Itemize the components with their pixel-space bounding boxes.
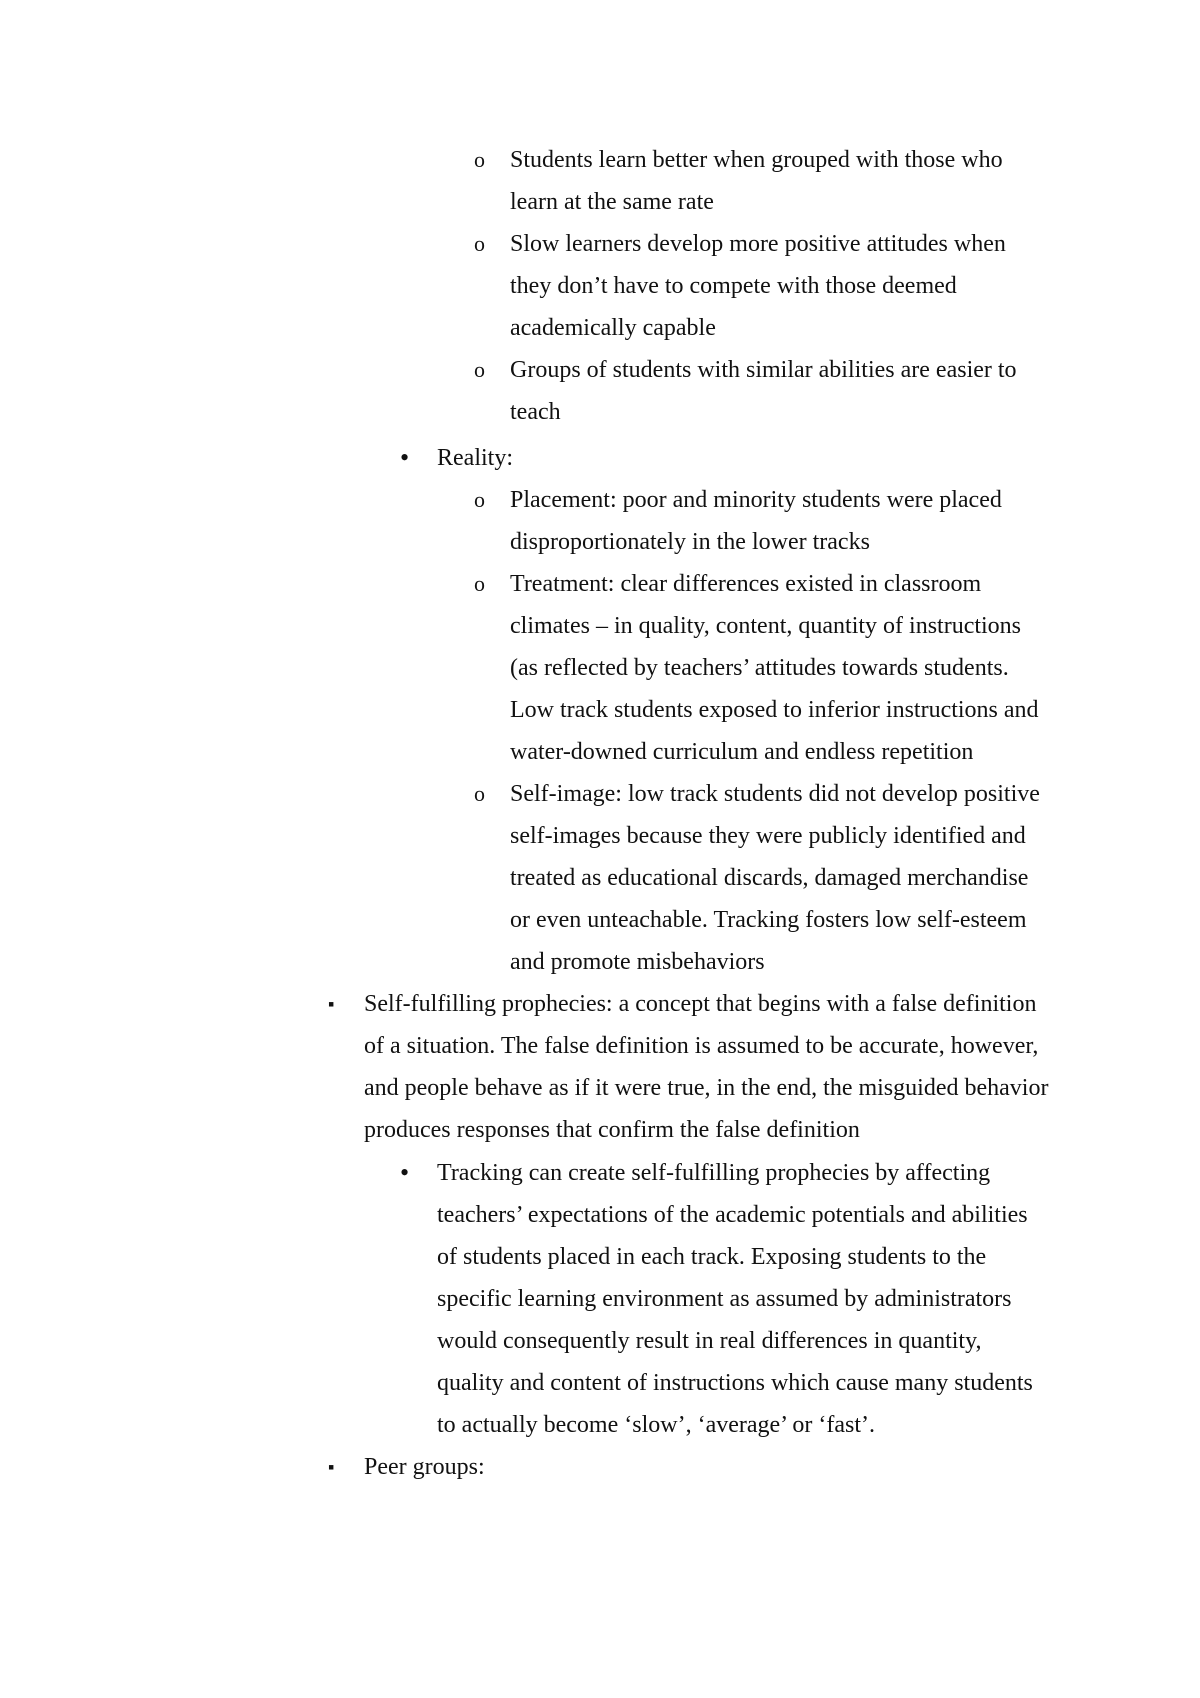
text-line: Tracking can create self-fulfilling prophecies by affecting (437, 1160, 991, 1186)
list-item-text (437, 437, 1067, 479)
text-line: they don’t have to compete with those deemed (510, 273, 957, 299)
text-line: Low track students exposed to inferior instructions and (510, 697, 1039, 723)
text-line: produces responses that confirm the false definition (364, 1117, 860, 1143)
text-line: of students placed in each track. Exposing students to the (437, 1244, 987, 1270)
text-line: specific learning environment as assumed by administrators (437, 1286, 1012, 1312)
disc-bullet-icon: • (400, 443, 410, 472)
text-line: and people behave as if it were true, in the end, the misguided behavior (364, 1075, 1049, 1101)
text-line: academically capable (510, 315, 716, 341)
list-item-text (510, 773, 1070, 983)
text-line: disproportionately in the lower tracks (510, 529, 870, 555)
text-line: and promote misbehaviors (510, 949, 765, 975)
text-line: Reality: (437, 445, 513, 471)
circle-bullet-icon: o (474, 487, 485, 512)
circle-bullet-icon: o (474, 357, 485, 382)
circle-bullet-icon: o (474, 571, 485, 596)
text-line: climates – in quality, content, quantity of instructions (510, 613, 1022, 639)
text-line: or even unteachable. Tracking fosters low self-esteem (510, 907, 1027, 933)
text-line: teach (510, 399, 561, 425)
text-line: Self-fulfilling prophecies: a concept that begins with a false definition (364, 991, 1037, 1017)
text-line: water-downed curriculum and endless repetition (510, 739, 974, 765)
square-bullet-icon: ▪ (328, 1457, 335, 1477)
text-line: Peer groups: (364, 1454, 485, 1480)
text-line: (as reflected by teachers’ attitudes towards students. (510, 655, 1009, 681)
text-line: Placement: poor and minority students were placed (510, 487, 1002, 513)
circle-bullet-icon: o (474, 147, 485, 172)
text-line: self-images because they were publicly identified and (510, 823, 1026, 849)
text-line: would consequently result in real differences in quantity, (437, 1328, 982, 1354)
circle-bullet-icon: o (474, 231, 485, 256)
disc-bullet-icon: • (400, 1158, 410, 1187)
text-line: Self-image: low track students did not develop positive (510, 781, 1040, 807)
text-line: quality and content of instructions which cause many students (437, 1370, 1033, 1396)
text-line: Slow learners develop more positive attitudes when (510, 231, 1006, 257)
text-line: learn at the same rate (510, 189, 714, 215)
circle-bullet-icon: o (474, 781, 485, 806)
text-line: Treatment: clear differences existed in classroom (510, 571, 982, 597)
text-line: Groups of students with similar abilities are easier to (510, 357, 1017, 383)
list-item-text (510, 349, 1070, 433)
list-item-text (510, 563, 1070, 773)
square-bullet-icon: ▪ (328, 994, 335, 1014)
text-line: treated as educational discards, damaged merchandise (510, 865, 1029, 891)
text-line: Students learn better when grouped with those who (510, 147, 1003, 173)
list-item-text (364, 983, 1074, 1151)
list-item-text (510, 139, 1070, 223)
list-item-text (510, 223, 1070, 349)
text-line: of a situation. The false definition is assumed to be accurate, however, (364, 1033, 1039, 1059)
list-item-text (364, 1446, 1074, 1488)
list-item-text (437, 1152, 1067, 1446)
text-line: to actually become ‘slow’, ‘average’ or ‘fast’. (437, 1412, 876, 1438)
list-item-text (510, 479, 1070, 563)
text-line: teachers’ expectations of the academic potentials and abilities (437, 1202, 1028, 1228)
